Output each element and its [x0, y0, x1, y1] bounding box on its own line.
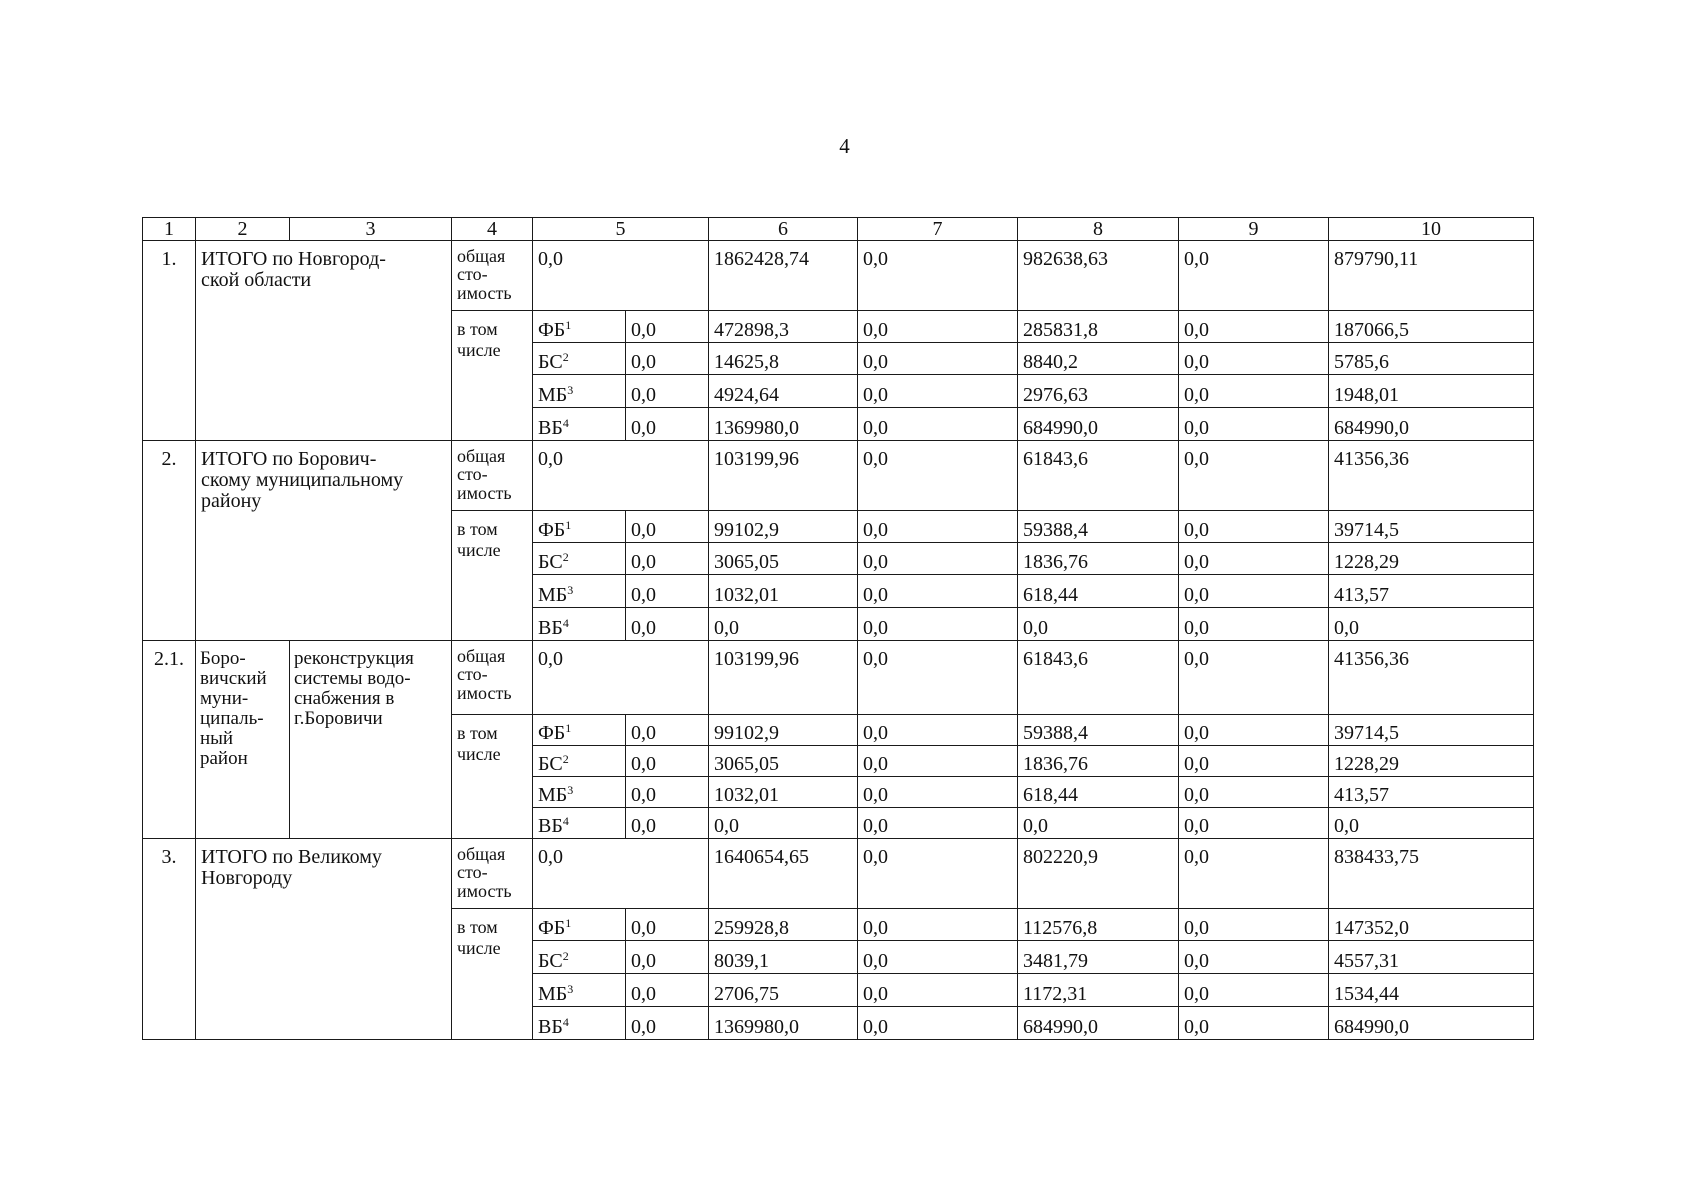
value-cell: 103199,96: [709, 441, 858, 511]
row-index: 3.: [143, 839, 196, 1040]
value-cell: 0,0: [858, 441, 1018, 511]
footnote-marker: 3: [567, 982, 574, 996]
value-cell: 0,0: [533, 641, 709, 715]
value-cell: 0,0: [858, 808, 1018, 839]
value-cell: 0,0: [1179, 715, 1329, 746]
in-which-label: в том числе: [452, 311, 533, 441]
value-cell: 0,0: [858, 777, 1018, 808]
value-cell: 59388,4: [1018, 511, 1179, 543]
value-cell: 1172,31: [1018, 974, 1179, 1007]
value-cell: 879790,11: [1329, 241, 1534, 311]
value-cell: 0,0: [1179, 909, 1329, 941]
value-cell: 0,0: [1179, 543, 1329, 575]
value-cell: 0,0: [858, 375, 1018, 408]
header-cell: 7: [858, 218, 1018, 241]
value-cell: 8039,1: [709, 941, 858, 974]
value-cell: 0,0: [1179, 408, 1329, 441]
funding-source-code: $ВБ^4$: [533, 608, 626, 641]
value-cell: 0,0: [858, 408, 1018, 441]
value-cell: 0,0: [1018, 808, 1179, 839]
section-total-row: [143, 641, 1534, 715]
value-cell: 0,0: [1179, 839, 1329, 909]
funding-source-code: $МБ^3$: [533, 777, 626, 808]
value-cell: 413,57: [1329, 777, 1534, 808]
value-cell: 0,0: [626, 343, 709, 375]
header-cell: 5: [533, 218, 709, 241]
value-cell: 0,0: [626, 715, 709, 746]
footnote-marker: 4: [562, 616, 569, 630]
value-cell: 0,0: [858, 511, 1018, 543]
value-cell: 285831,8: [1018, 311, 1179, 343]
value-cell: 1369980,0: [709, 408, 858, 441]
value-cell: 0,0: [533, 441, 709, 511]
row-index: 1.: [143, 241, 196, 441]
value-cell: 3481,79: [1018, 941, 1179, 974]
section-title: ИТОГО по Новгород- ской области: [196, 241, 452, 441]
value-cell: 14625,8: [709, 343, 858, 375]
value-cell: 0,0: [1329, 808, 1534, 839]
value-cell: 0,0: [858, 746, 1018, 777]
value-cell: 0,0: [626, 575, 709, 608]
value-cell: 8840,2: [1018, 343, 1179, 375]
value-cell: 0,0: [1179, 941, 1329, 974]
value-cell: 0,0: [626, 777, 709, 808]
value-cell: 684990,0: [1329, 408, 1534, 441]
value-cell: 0,0: [1179, 241, 1329, 311]
value-cell: 1369980,0: [709, 1007, 858, 1040]
funding-source-code: $МБ^3$: [533, 575, 626, 608]
funding-source-code: $МБ^3$: [533, 375, 626, 408]
value-cell: 103199,96: [709, 641, 858, 715]
value-cell: 802220,9: [1018, 839, 1179, 909]
value-cell: 0,0: [709, 608, 858, 641]
section-total-row: [143, 241, 1534, 311]
value-cell: 112576,8: [1018, 909, 1179, 941]
value-cell: 0,0: [1179, 343, 1329, 375]
total-cost-label: общая сто- имость: [452, 839, 533, 909]
value-cell: 0,0: [1329, 608, 1534, 641]
header-cell: 2: [196, 218, 290, 241]
total-cost-label: общая сто- имость: [452, 641, 533, 715]
value-cell: 1032,01: [709, 777, 858, 808]
value-cell: 838433,75: [1329, 839, 1534, 909]
value-cell: 0,0: [858, 974, 1018, 1007]
funding-source-code: $ВБ^4$: [533, 408, 626, 441]
value-cell: 0,0: [1018, 608, 1179, 641]
value-cell: 99102,9: [709, 715, 858, 746]
footnote-marker: 1: [565, 518, 572, 532]
value-cell: 684990,0: [1329, 1007, 1534, 1040]
value-cell: 0,0: [858, 608, 1018, 641]
value-cell: 0,0: [626, 511, 709, 543]
value-cell: 0,0: [858, 715, 1018, 746]
footnote-marker: 3: [567, 783, 574, 797]
value-cell: 0,0: [858, 343, 1018, 375]
value-cell: 0,0: [533, 241, 709, 311]
value-cell: 0,0: [1179, 375, 1329, 408]
header-cell: 4: [452, 218, 533, 241]
page-number: 4: [839, 134, 850, 158]
value-cell: 0,0: [858, 909, 1018, 941]
header-cell: 1: [143, 218, 196, 241]
value-cell: 0,0: [858, 311, 1018, 343]
value-cell: 982638,63: [1018, 241, 1179, 311]
funding-source-code: $ФБ^1$: [533, 715, 626, 746]
value-cell: 472898,3: [709, 311, 858, 343]
column-number-header: [143, 218, 1534, 241]
row-index: 2.1.: [143, 641, 196, 839]
funding-source-code: $ВБ^4$: [533, 1007, 626, 1040]
value-cell: 41356,36: [1329, 441, 1534, 511]
value-cell: 0,0: [1179, 641, 1329, 715]
value-cell: 4557,31: [1329, 941, 1534, 974]
value-cell: 0,0: [626, 909, 709, 941]
section-title: ИТОГО по Борович- скому муниципальному району: [196, 441, 452, 641]
value-cell: 61843,6: [1018, 641, 1179, 715]
value-cell: 0,0: [709, 808, 858, 839]
value-cell: 0,0: [858, 641, 1018, 715]
value-cell: 41356,36: [1329, 641, 1534, 715]
footnote-marker: 2: [562, 752, 569, 766]
value-cell: 0,0: [626, 608, 709, 641]
value-cell: 0,0: [626, 746, 709, 777]
value-cell: 1836,76: [1018, 746, 1179, 777]
footnote-marker: 1: [565, 721, 572, 735]
value-cell: 0,0: [858, 1007, 1018, 1040]
value-cell: 0,0: [1179, 808, 1329, 839]
total-cost-label: общая сто- имость: [452, 441, 533, 511]
value-cell: 2976,63: [1018, 375, 1179, 408]
value-cell: 1228,29: [1329, 543, 1534, 575]
header-cell: 10: [1329, 218, 1534, 241]
funding-source-code: $ВБ^4$: [533, 808, 626, 839]
total-cost-label: общая сто- имость: [452, 241, 533, 311]
footnote-marker: 1: [565, 318, 572, 332]
value-cell: 0,0: [1179, 511, 1329, 543]
footnote-marker: 4: [562, 416, 569, 430]
header-cell: 8: [1018, 218, 1179, 241]
value-cell: 0,0: [858, 543, 1018, 575]
value-cell: 0,0: [533, 839, 709, 909]
value-cell: 0,0: [626, 808, 709, 839]
value-cell: 0,0: [858, 941, 1018, 974]
footnote-marker: 4: [562, 1015, 569, 1029]
value-cell: 1640654,65: [709, 839, 858, 909]
value-cell: 1836,76: [1018, 543, 1179, 575]
in-which-label: в том числе: [452, 715, 533, 839]
value-cell: 0,0: [1179, 575, 1329, 608]
municipality-name: Боро- вичский муни- ципаль- ный район: [196, 641, 290, 839]
funding-source-code: $БС^2$: [533, 543, 626, 575]
value-cell: 0,0: [858, 575, 1018, 608]
value-cell: 3065,05: [709, 543, 858, 575]
row-index: 2.: [143, 441, 196, 641]
footnote-marker: 2: [562, 949, 569, 963]
value-cell: 39714,5: [1329, 715, 1534, 746]
value-cell: 39714,5: [1329, 511, 1534, 543]
section-total-row: [143, 839, 1534, 909]
value-cell: 61843,6: [1018, 441, 1179, 511]
value-cell: 0,0: [1179, 441, 1329, 511]
funding-source-code: $БС^2$: [533, 941, 626, 974]
value-cell: 0,0: [1179, 974, 1329, 1007]
footnote-marker: 1: [565, 916, 572, 930]
object-name: реконструкция системы водо- снабжения в г.Боровичи: [290, 641, 452, 839]
value-cell: 259928,8: [709, 909, 858, 941]
value-cell: 0,0: [626, 941, 709, 974]
header-cell: 6: [709, 218, 858, 241]
footnote-marker: 2: [562, 350, 569, 364]
value-cell: 1228,29: [1329, 746, 1534, 777]
in-which-label: в том числе: [452, 511, 533, 641]
header-cell: 3: [290, 218, 452, 241]
value-cell: 0,0: [626, 375, 709, 408]
financing-table: [142, 217, 1534, 1040]
funding-source-code: $БС^2$: [533, 343, 626, 375]
value-cell: 59388,4: [1018, 715, 1179, 746]
value-cell: 0,0: [1179, 746, 1329, 777]
footnote-marker: 3: [567, 583, 574, 597]
value-cell: 5785,6: [1329, 343, 1534, 375]
value-cell: 618,44: [1018, 777, 1179, 808]
funding-source-code: $ФБ^1$: [533, 909, 626, 941]
value-cell: 684990,0: [1018, 408, 1179, 441]
value-cell: 1032,01: [709, 575, 858, 608]
value-cell: 0,0: [858, 839, 1018, 909]
footnote-marker: 2: [562, 550, 569, 564]
funding-source-code: $БС^2$: [533, 746, 626, 777]
value-cell: 99102,9: [709, 511, 858, 543]
value-cell: 2706,75: [709, 974, 858, 1007]
value-cell: 1534,44: [1329, 974, 1534, 1007]
value-cell: 4924,64: [709, 375, 858, 408]
value-cell: 1862428,74: [709, 241, 858, 311]
header-cell: 9: [1179, 218, 1329, 241]
section-total-row: [143, 441, 1534, 511]
funding-source-code: $МБ^3$: [533, 974, 626, 1007]
value-cell: 147352,0: [1329, 909, 1534, 941]
funding-source-code: $ФБ^1$: [533, 311, 626, 343]
value-cell: 187066,5: [1329, 311, 1534, 343]
in-which-label: в том числе: [452, 909, 533, 1040]
value-cell: 0,0: [626, 974, 709, 1007]
value-cell: 684990,0: [1018, 1007, 1179, 1040]
footnote-marker: 4: [562, 814, 569, 828]
section-title: ИТОГО по Великому Новгороду: [196, 839, 452, 1040]
value-cell: 413,57: [1329, 575, 1534, 608]
value-cell: 0,0: [626, 543, 709, 575]
value-cell: 0,0: [1179, 777, 1329, 808]
value-cell: 0,0: [1179, 1007, 1329, 1040]
value-cell: 0,0: [626, 311, 709, 343]
value-cell: 0,0: [1179, 311, 1329, 343]
value-cell: 0,0: [626, 408, 709, 441]
value-cell: 1948,01: [1329, 375, 1534, 408]
value-cell: 0,0: [1179, 608, 1329, 641]
value-cell: 0,0: [858, 241, 1018, 311]
value-cell: 618,44: [1018, 575, 1179, 608]
funding-source-code: $ФБ^1$: [533, 511, 626, 543]
value-cell: 3065,05: [709, 746, 858, 777]
value-cell: 0,0: [626, 1007, 709, 1040]
footnote-marker: 3: [567, 383, 574, 397]
